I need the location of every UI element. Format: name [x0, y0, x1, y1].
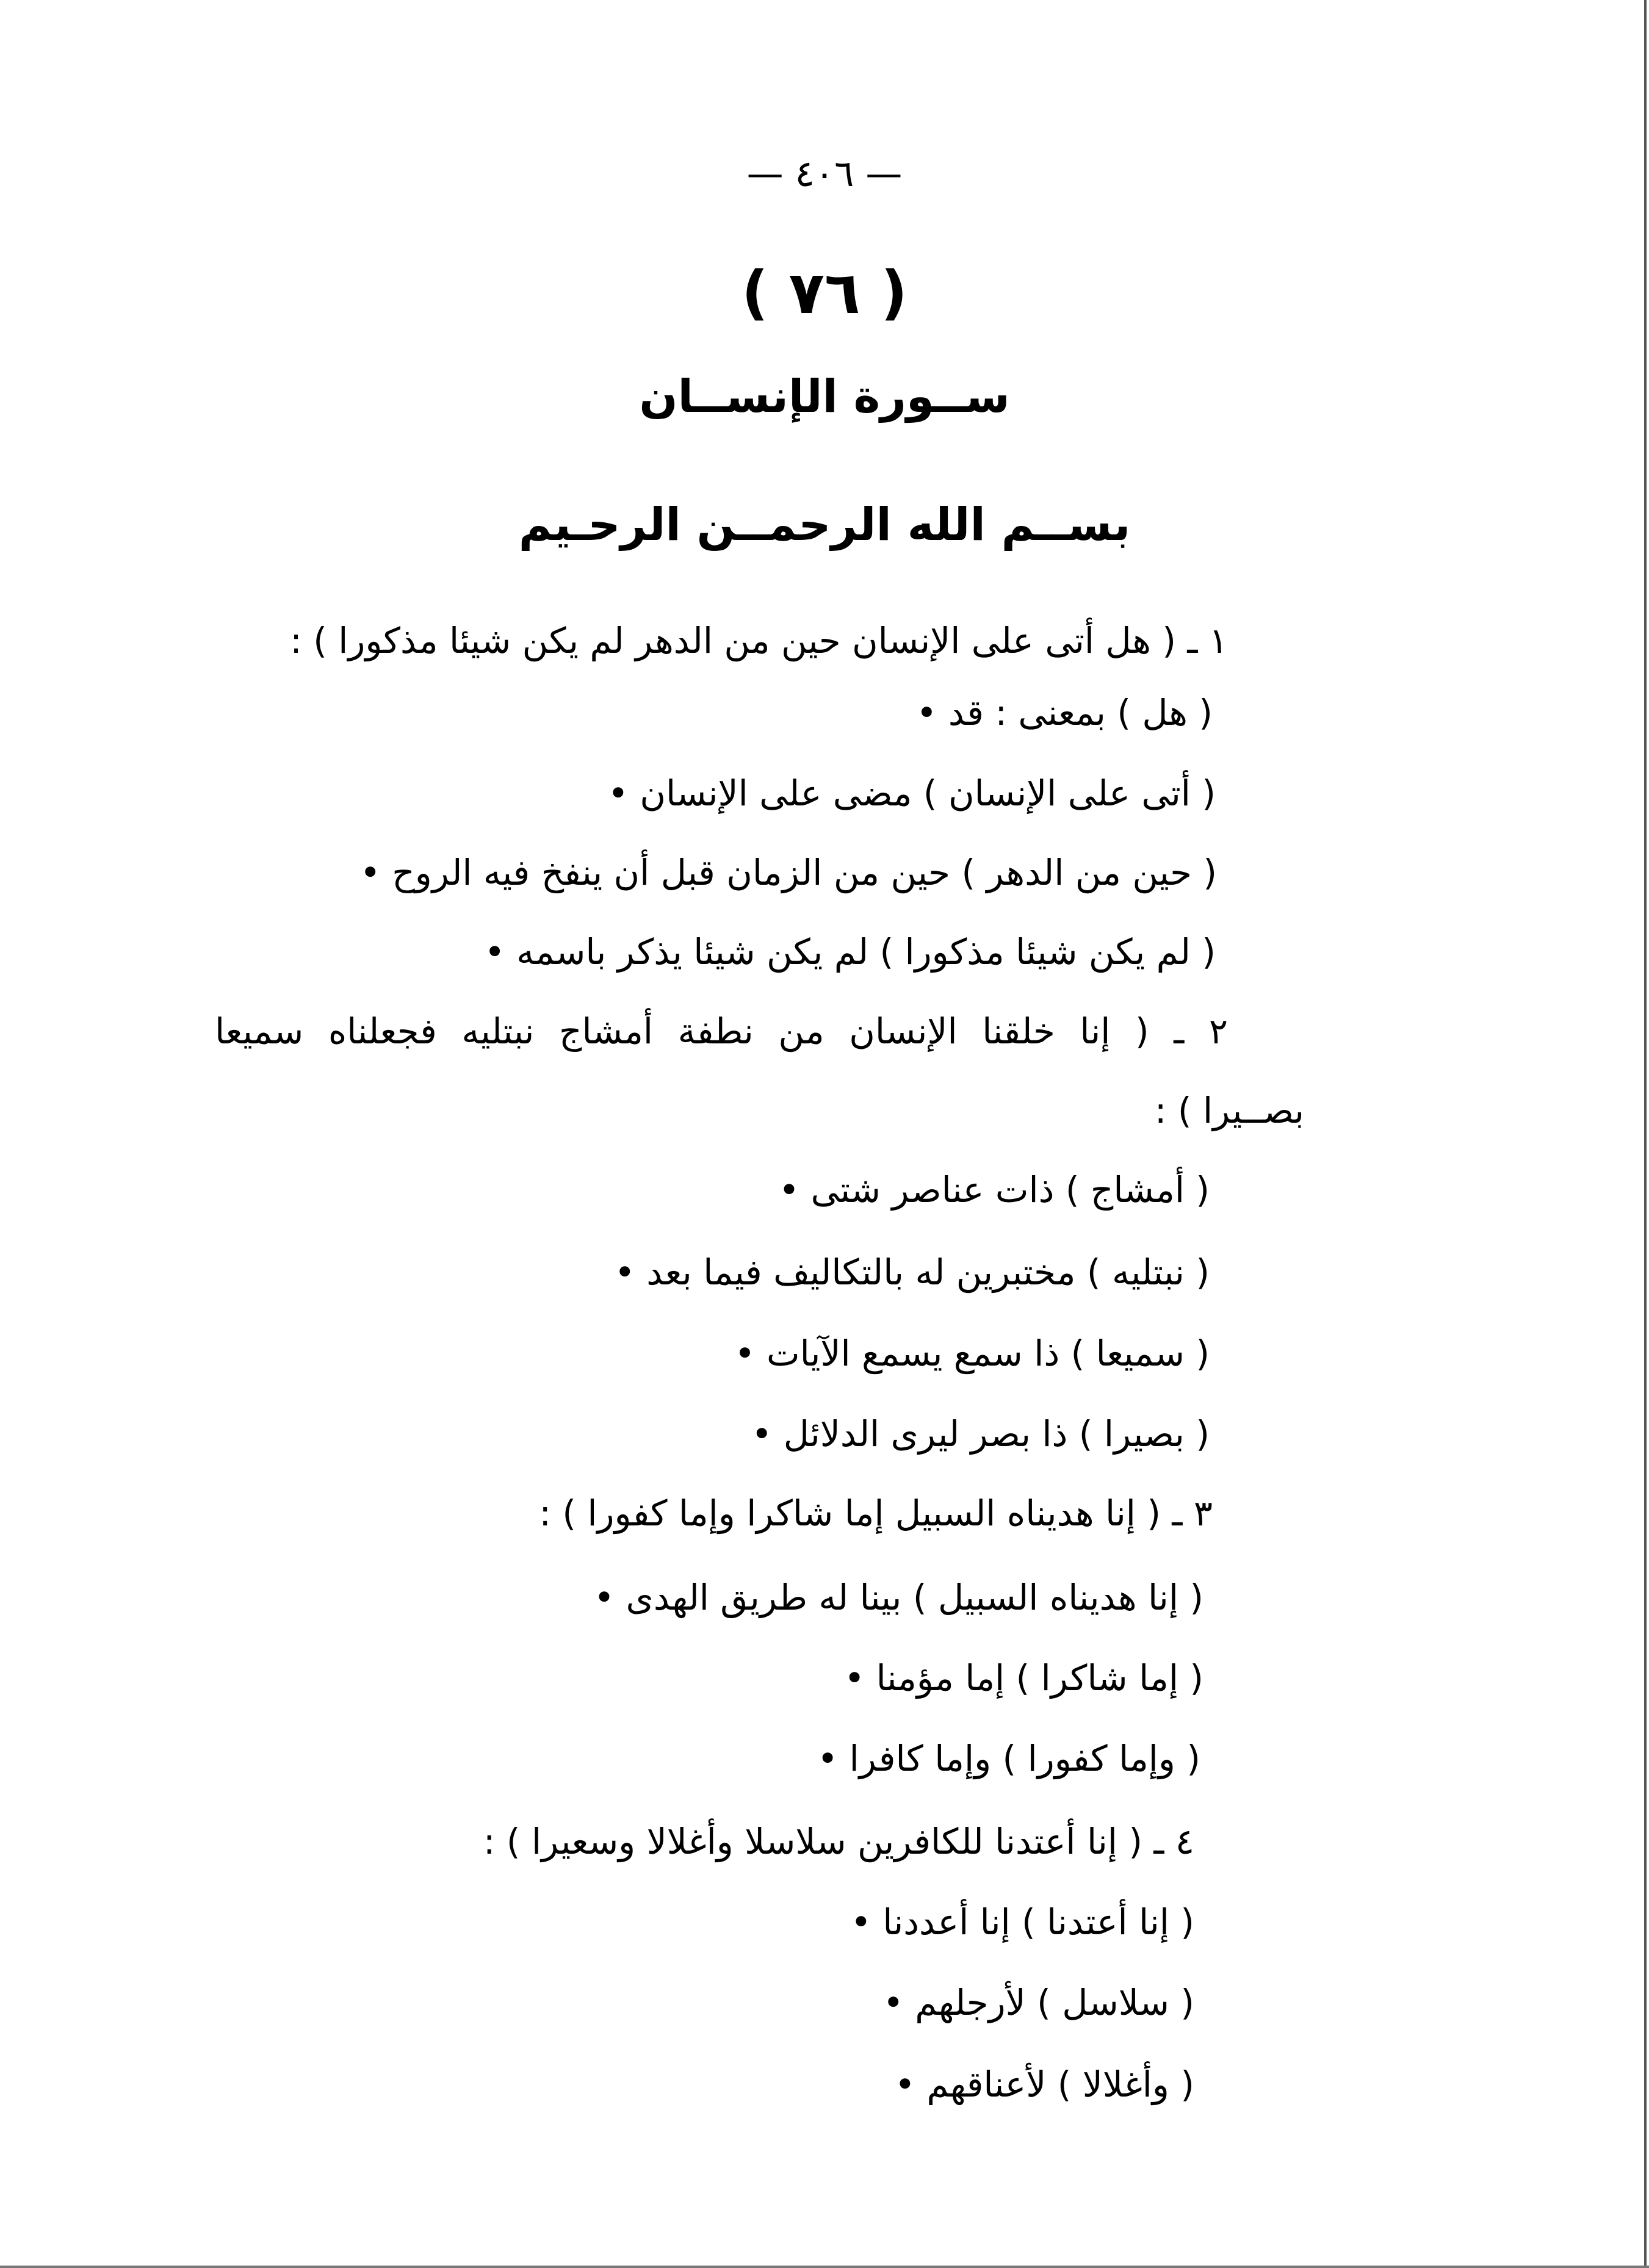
gloss-line: ( هل ) بمعنى : قد • [916, 692, 1213, 733]
page-number: — ٤٠٦ — [746, 153, 903, 195]
surah-title: ســورة الإنســان [639, 370, 1010, 423]
gloss-line: ( وإما كفورا ) وإما كافرا • [817, 1738, 1200, 1779]
gloss-line: ( أمشاج ) ذات عناصر شتى • [778, 1169, 1210, 1211]
verse-1-heading: ١ ـ ( هل أتى على الإنسان حين من الدهر لم يكن شيئا مذكورا ) : [290, 620, 1228, 661]
gloss-line: ( إنا أعتدنا ) إنا أعددنا • [850, 1901, 1194, 1943]
gloss-line: ( إنا هديناه السبيل ) بينا له طريق الهدى • [593, 1577, 1203, 1618]
gloss-line: ( سميعا ) ذا سمع يسمع الآيات • [734, 1333, 1210, 1374]
gloss-line: ( نبتليه ) مختبرين له بالتكاليف فيما بعد • [614, 1251, 1210, 1293]
page-bottom-edge [0, 2266, 1649, 2268]
verse-2-continuation: بصــيرا ) : [1154, 1090, 1304, 1131]
gloss-line: ( سلاسل ) لأرجلهم • [882, 1982, 1194, 2023]
page-right-edge [1644, 0, 1647, 2268]
verse-2-heading: ٢ ـ ( إنا خلقنا الإنسان من نطفة أمشاج نبتليه فجعلناه سميعا [215, 1010, 1228, 1052]
gloss-line: ( أتى على الإنسان ) مضى على الإنسان • [607, 772, 1216, 814]
gloss-line: ( حين من الدهر ) حين من الزمان قبل أن ينفخ فيه الروح • [359, 852, 1217, 893]
gloss-line: ( بصيرا ) ذا بصر ليرى الدلائل • [751, 1413, 1210, 1455]
verse-3-heading: ٣ ـ ( إنا هديناه السبيل إما شاكرا وإما كفورا ) : [539, 1492, 1213, 1534]
gloss-line: ( لم يكن شيئا مذكورا ) لم يكن شيئا يذكر باسمه • [484, 931, 1216, 973]
basmala: بســم الله الرحمــن الرحـيم [518, 499, 1131, 551]
gloss-line: ( إما شاكرا ) إما مؤمنا • [843, 1657, 1203, 1699]
gloss-line: ( وأغلالا ) لأعناقهم • [894, 2064, 1194, 2105]
verse-4-heading: ٤ ـ ( إنا أعتدنا للكافرين سلاسلا وأغلالا وسعيرا ) : [483, 1821, 1194, 1862]
surah-number: ( ٧٦ ) [742, 259, 907, 327]
